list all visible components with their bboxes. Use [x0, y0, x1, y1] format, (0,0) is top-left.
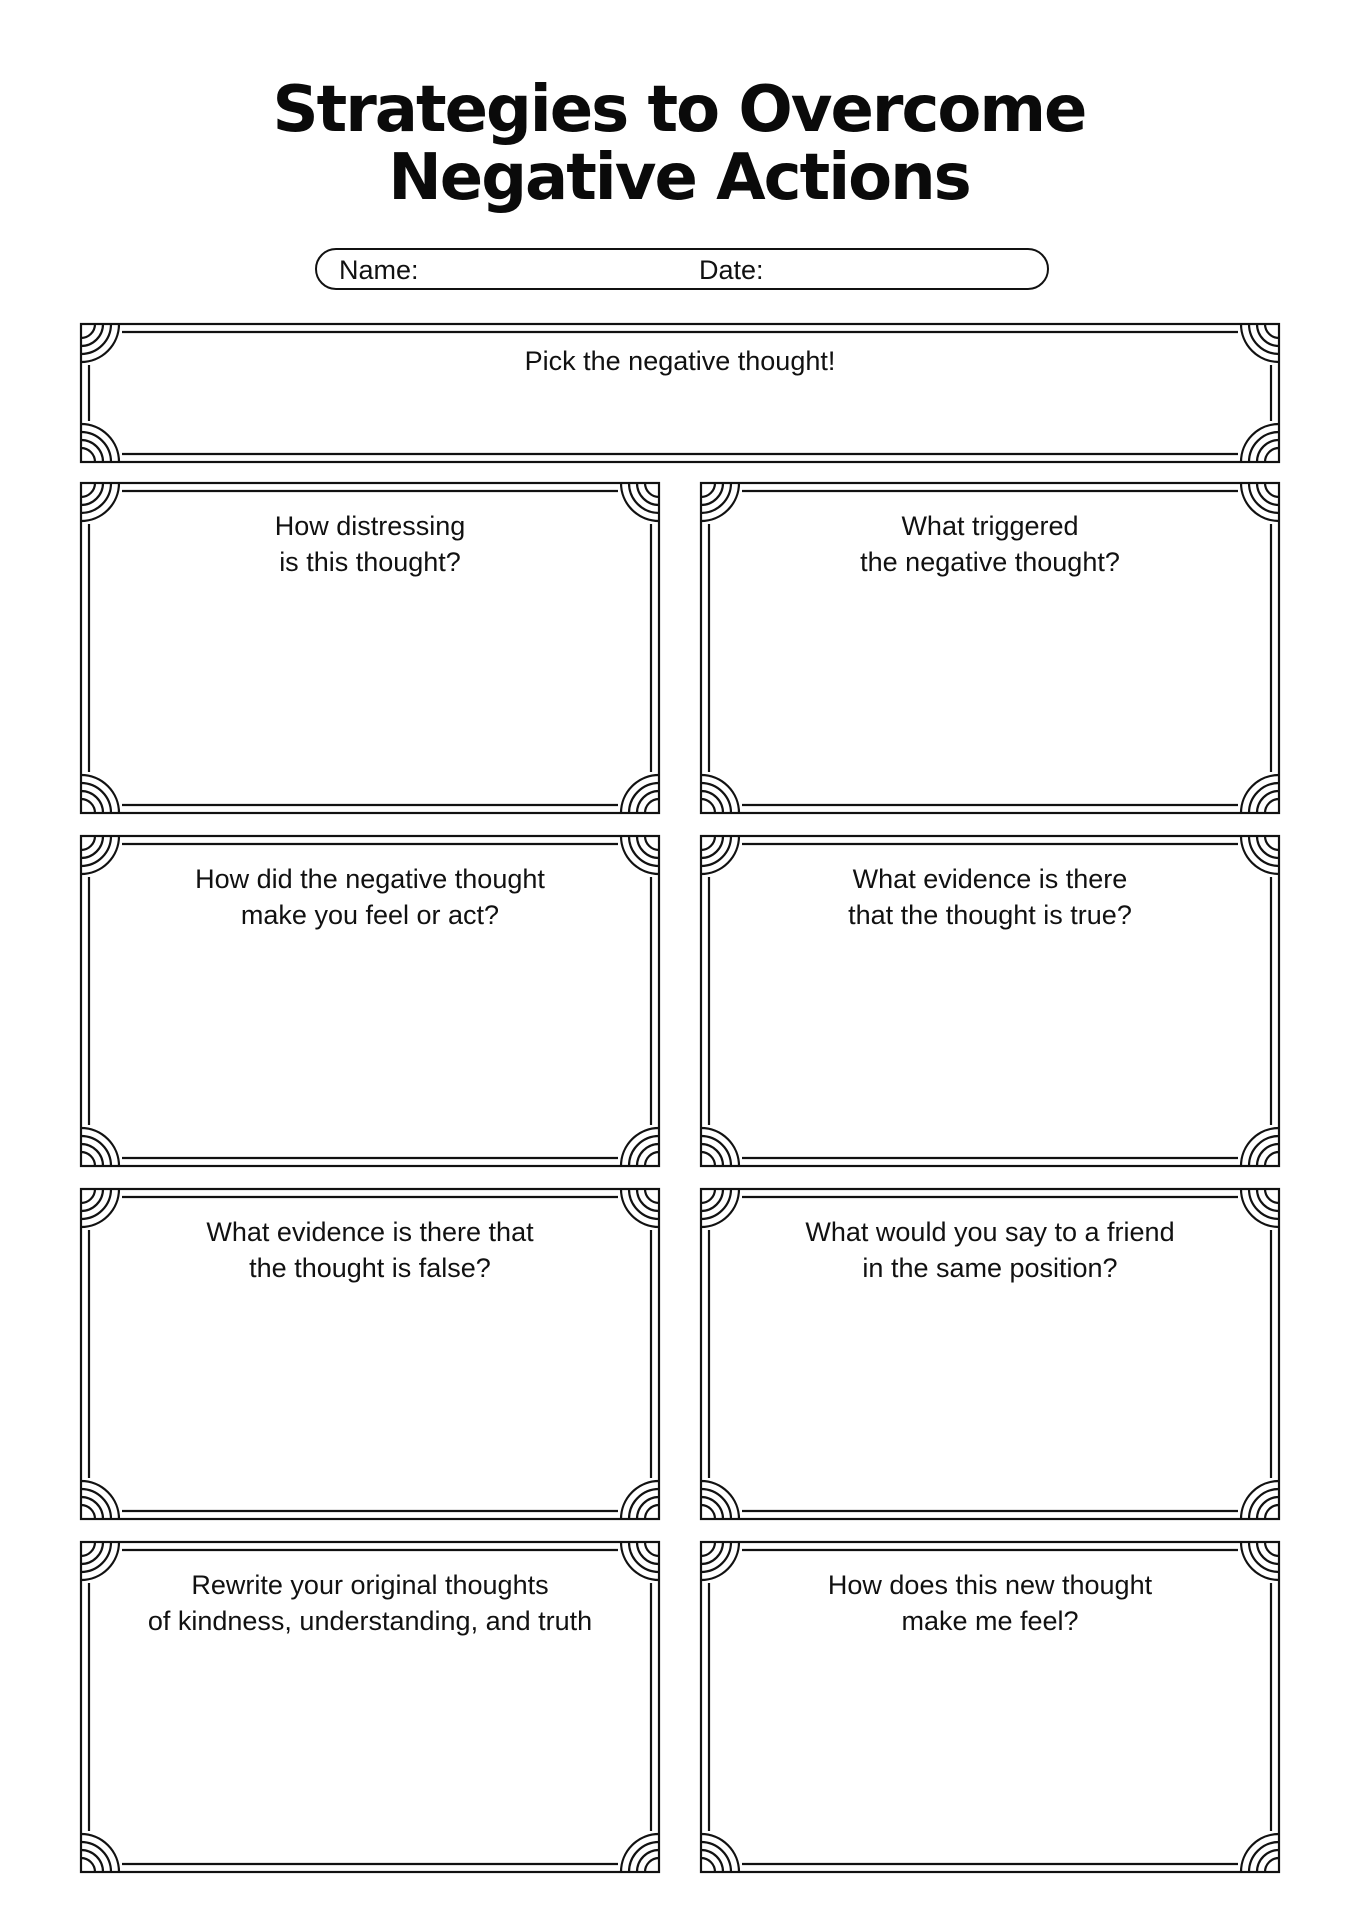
evidence-false-prompt: What evidence is there that the thought is false?	[206, 1217, 534, 1283]
trigger-prompt: What triggered the negative thought?	[860, 511, 1120, 577]
new-thought-prompt: How does this new thought make me feel?	[827, 1570, 1153, 1636]
rewrite-prompt: Rewrite your original thoughts of kindness, understanding, and truth	[147, 1570, 593, 1636]
new-thought-box[interactable]	[700, 1541, 1280, 1873]
title-line-2: Negative Actions	[388, 141, 970, 215]
evidence-false-box[interactable]	[80, 1188, 660, 1520]
date-label: Date:	[699, 255, 764, 285]
rewrite-box[interactable]	[80, 1541, 660, 1873]
evidence-true-box[interactable]	[700, 835, 1280, 1167]
friend-box[interactable]	[700, 1188, 1280, 1520]
friend-prompt: What would you say to a friend in the same position?	[805, 1217, 1175, 1283]
name-date-field[interactable]	[315, 248, 1049, 290]
page-title	[0, 73, 1358, 215]
trigger-box[interactable]	[700, 482, 1280, 814]
title-line-1: Strategies to Overcome	[272, 73, 1086, 147]
feel-act-box[interactable]	[80, 835, 660, 1167]
negative-thought-box[interactable]	[80, 323, 1280, 463]
distress-prompt: How distressing is this thought?	[274, 511, 466, 577]
negative-thought-prompt: Pick the negative thought!	[524, 346, 836, 376]
feel-act-prompt: How did the negative thought make you feel or act?	[195, 864, 545, 930]
evidence-true-prompt: What evidence is there that the thought is true?	[848, 864, 1132, 930]
distress-box[interactable]	[80, 482, 660, 814]
name-label: Name:	[339, 255, 419, 285]
